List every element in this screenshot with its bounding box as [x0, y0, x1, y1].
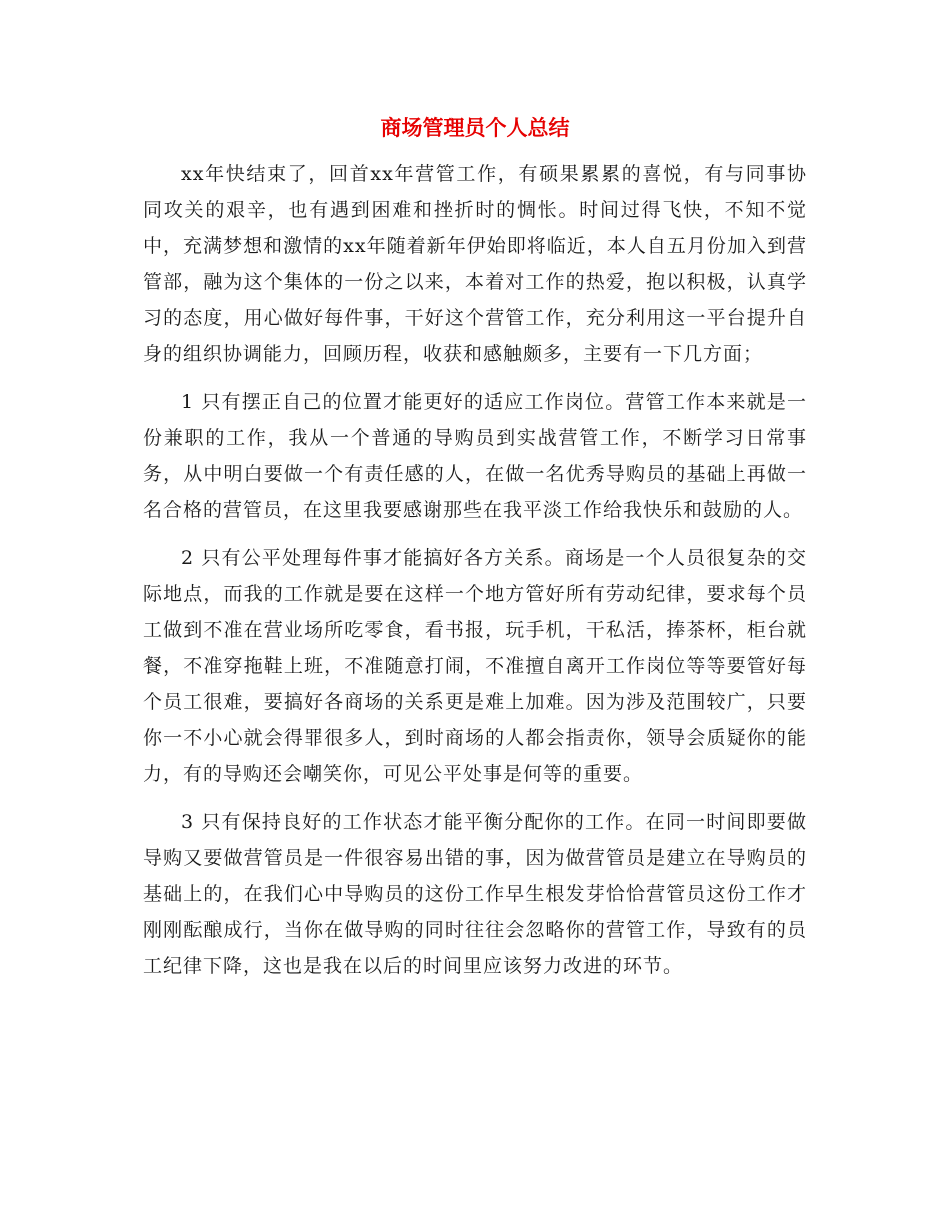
- paragraph-1: xx年快结束了，回首xx年营管工作，有硕果累累的喜悦，有与同事协同攻关的艰辛，也有遇到困难和挫折时的惆怅。时间过得飞快，不知不觉中，充满梦想和激情的xx年随着新年伊始即将临近，本人自五月份加入到营管部，融为这个集体的一份之以来，本着对工作的热爱，抱以积极，认真学习的态度，用心做好每件事，干好这个营管工作，充分利用这一平台提升自身的组织协调能力，回顾历程，收获和感触颇多，主要有一下几方面；: [143, 163, 807, 365]
- paragraph-4: 3 只有保持良好的工作状态才能平衡分配你的工作。在同一时间即要做导购又要做营管员是一件很容易出错的事，因为做营管员是建立在导购员的基础上的，在我们心中导购员的这份工作早生根发芽恰恰营管员这份工作才刚刚酝酿成行，当你在做导购的同时往往会忽略你的营管工作，导致有的员工纪律下降，这也是我在以后的时间里应该努力改进的环节。: [143, 811, 807, 977]
- document-body: [143, 156, 807, 996]
- paragraph-2: 1 只有摆正自己的位置才能更好的适应工作岗位。营管工作本来就是一份兼职的工作，我从一个普通的导购员到实战营管工作，不断学习日常事务，从中明白要做一个有责任感的人，在做一名优秀导购员的基础上再做一名合格的营管员，在这里我要感谢那些在我平淡工作给我快乐和鼓励的人。: [143, 391, 807, 521]
- document-title: 商场管理员个人总结: [380, 115, 570, 140]
- paragraph-3: 2 只有公平处理每件事才能搞好各方关系。商场是一个人员很复杂的交际地点，而我的工作就是要在这样一个地方管好所有劳动纪律，要求每个员工做到不准在营业场所吃零食，看书报，玩手机，干私活，捧茶杯，柜台就餐，不准穿拖鞋上班，不准随意打闹，不准擅自离开工作岗位等等要管好每个员工很难，要搞好各商场的关系更是难上加难。因为涉及范围较广，只要你一不小心就会得罪很多人，到时商场的人都会指责你，领导会质疑你的能力，有的导购还会嘲笑你，可见公平处事是何等的重要。: [143, 547, 807, 785]
